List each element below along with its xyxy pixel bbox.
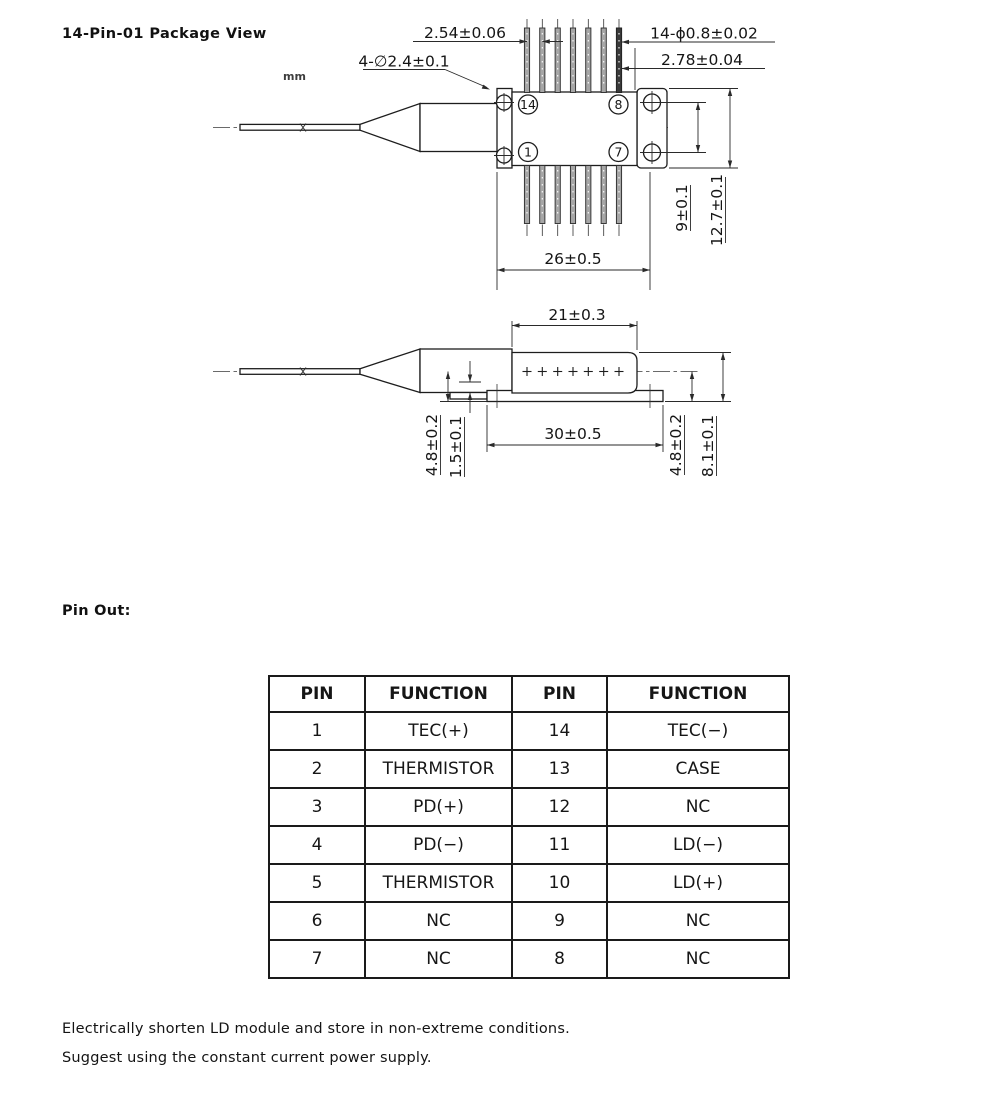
pin-label-1: 1 (524, 144, 532, 160)
units-label: mm (283, 70, 306, 83)
dim-hole-spacing: 9±0.1 (673, 184, 691, 232)
side-view-drawing (213, 306, 731, 478)
page-title: 14-Pin-01 Package View (62, 26, 267, 42)
cell-function: NC (607, 902, 789, 940)
dim-total-height: 8.1±0.1 (699, 414, 717, 478)
dim-pin-row-offset: 2.78±0.04 (660, 51, 744, 69)
package-body-side (420, 349, 663, 408)
cell-function: PD(−) (365, 826, 512, 864)
cell-function: LD(−) (607, 826, 789, 864)
dim-pin-diameter: 14-ϕ0.8±0.02 (650, 24, 758, 43)
package-pins-bottom-row (524, 166, 621, 237)
package-body-top (494, 89, 667, 169)
cell-pin: 6 (269, 902, 365, 940)
pin-label-8: 8 (614, 97, 623, 112)
cell-pin: 2 (269, 750, 365, 788)
header-pin-left: PIN (269, 676, 365, 712)
table-row (269, 940, 789, 978)
dim-mount-hole: 4-∅2.4±0.1 (358, 52, 450, 71)
dim-base-length: 30±0.5 (544, 425, 602, 443)
table-row (269, 826, 789, 864)
cell-function: PD(+) (365, 788, 512, 826)
cell-function: CASE (607, 750, 789, 788)
pin-label-7: 7 (614, 144, 623, 160)
dim-cap-length: 21±0.3 (548, 306, 606, 324)
pin-out-label: Pin Out: (62, 603, 131, 619)
cell-pin: 8 (512, 940, 607, 978)
cell-pin: 9 (512, 902, 607, 940)
table-row (269, 750, 789, 788)
cell-pin: 10 (512, 864, 607, 902)
dim-body-length: 26±0.5 (544, 250, 602, 268)
table-row (269, 864, 789, 902)
table-header-row (269, 676, 789, 712)
table-row (269, 788, 789, 826)
storage-note: Electrically shorten LD module and store in non-extreme conditions. (62, 1021, 570, 1037)
cell-pin: 11 (512, 826, 607, 864)
cell-function: NC (365, 902, 512, 940)
fiber-pigtail-side (240, 349, 420, 393)
table-row (269, 902, 789, 940)
header-function-left: FUNCTION (365, 676, 512, 712)
cell-pin: 1 (269, 712, 365, 750)
table-row (269, 712, 789, 750)
cell-pin: 14 (512, 712, 607, 750)
dim-base-step: 1.5±0.1 (447, 415, 465, 479)
dim-flange-width: 12.7±0.1 (708, 173, 726, 247)
cell-function: THERMISTOR (365, 750, 512, 788)
cell-function: THERMISTOR (365, 864, 512, 902)
package-outline-drawing (0, 0, 994, 540)
cell-function: TEC(+) (365, 712, 512, 750)
pin-label-14: 14 (520, 97, 536, 112)
cell-pin: 12 (512, 788, 607, 826)
cell-function: NC (365, 940, 512, 978)
top-view-drawing (213, 19, 775, 290)
cell-pin: 3 (269, 788, 365, 826)
cell-pin: 4 (269, 826, 365, 864)
dim-left-height: 4.8±0.2 (423, 413, 441, 477)
cell-function: LD(+) (607, 864, 789, 902)
dim-pin-pitch: 2.54±0.06 (423, 24, 507, 42)
package-pins-top-row (524, 19, 621, 93)
cell-pin: 7 (269, 940, 365, 978)
power-supply-note: Suggest using the constant current power supply. (62, 1050, 432, 1066)
cell-function: NC (607, 940, 789, 978)
cell-function: TEC(−) (607, 712, 789, 750)
fiber-pigtail-top (240, 104, 512, 152)
pinout-table (268, 675, 790, 979)
cell-function: NC (607, 788, 789, 826)
cell-pin: 5 (269, 864, 365, 902)
dim-right-height: 4.8±0.2 (667, 413, 685, 477)
header-pin-right: PIN (512, 676, 607, 712)
header-function-right: FUNCTION (607, 676, 789, 712)
cell-pin: 13 (512, 750, 607, 788)
